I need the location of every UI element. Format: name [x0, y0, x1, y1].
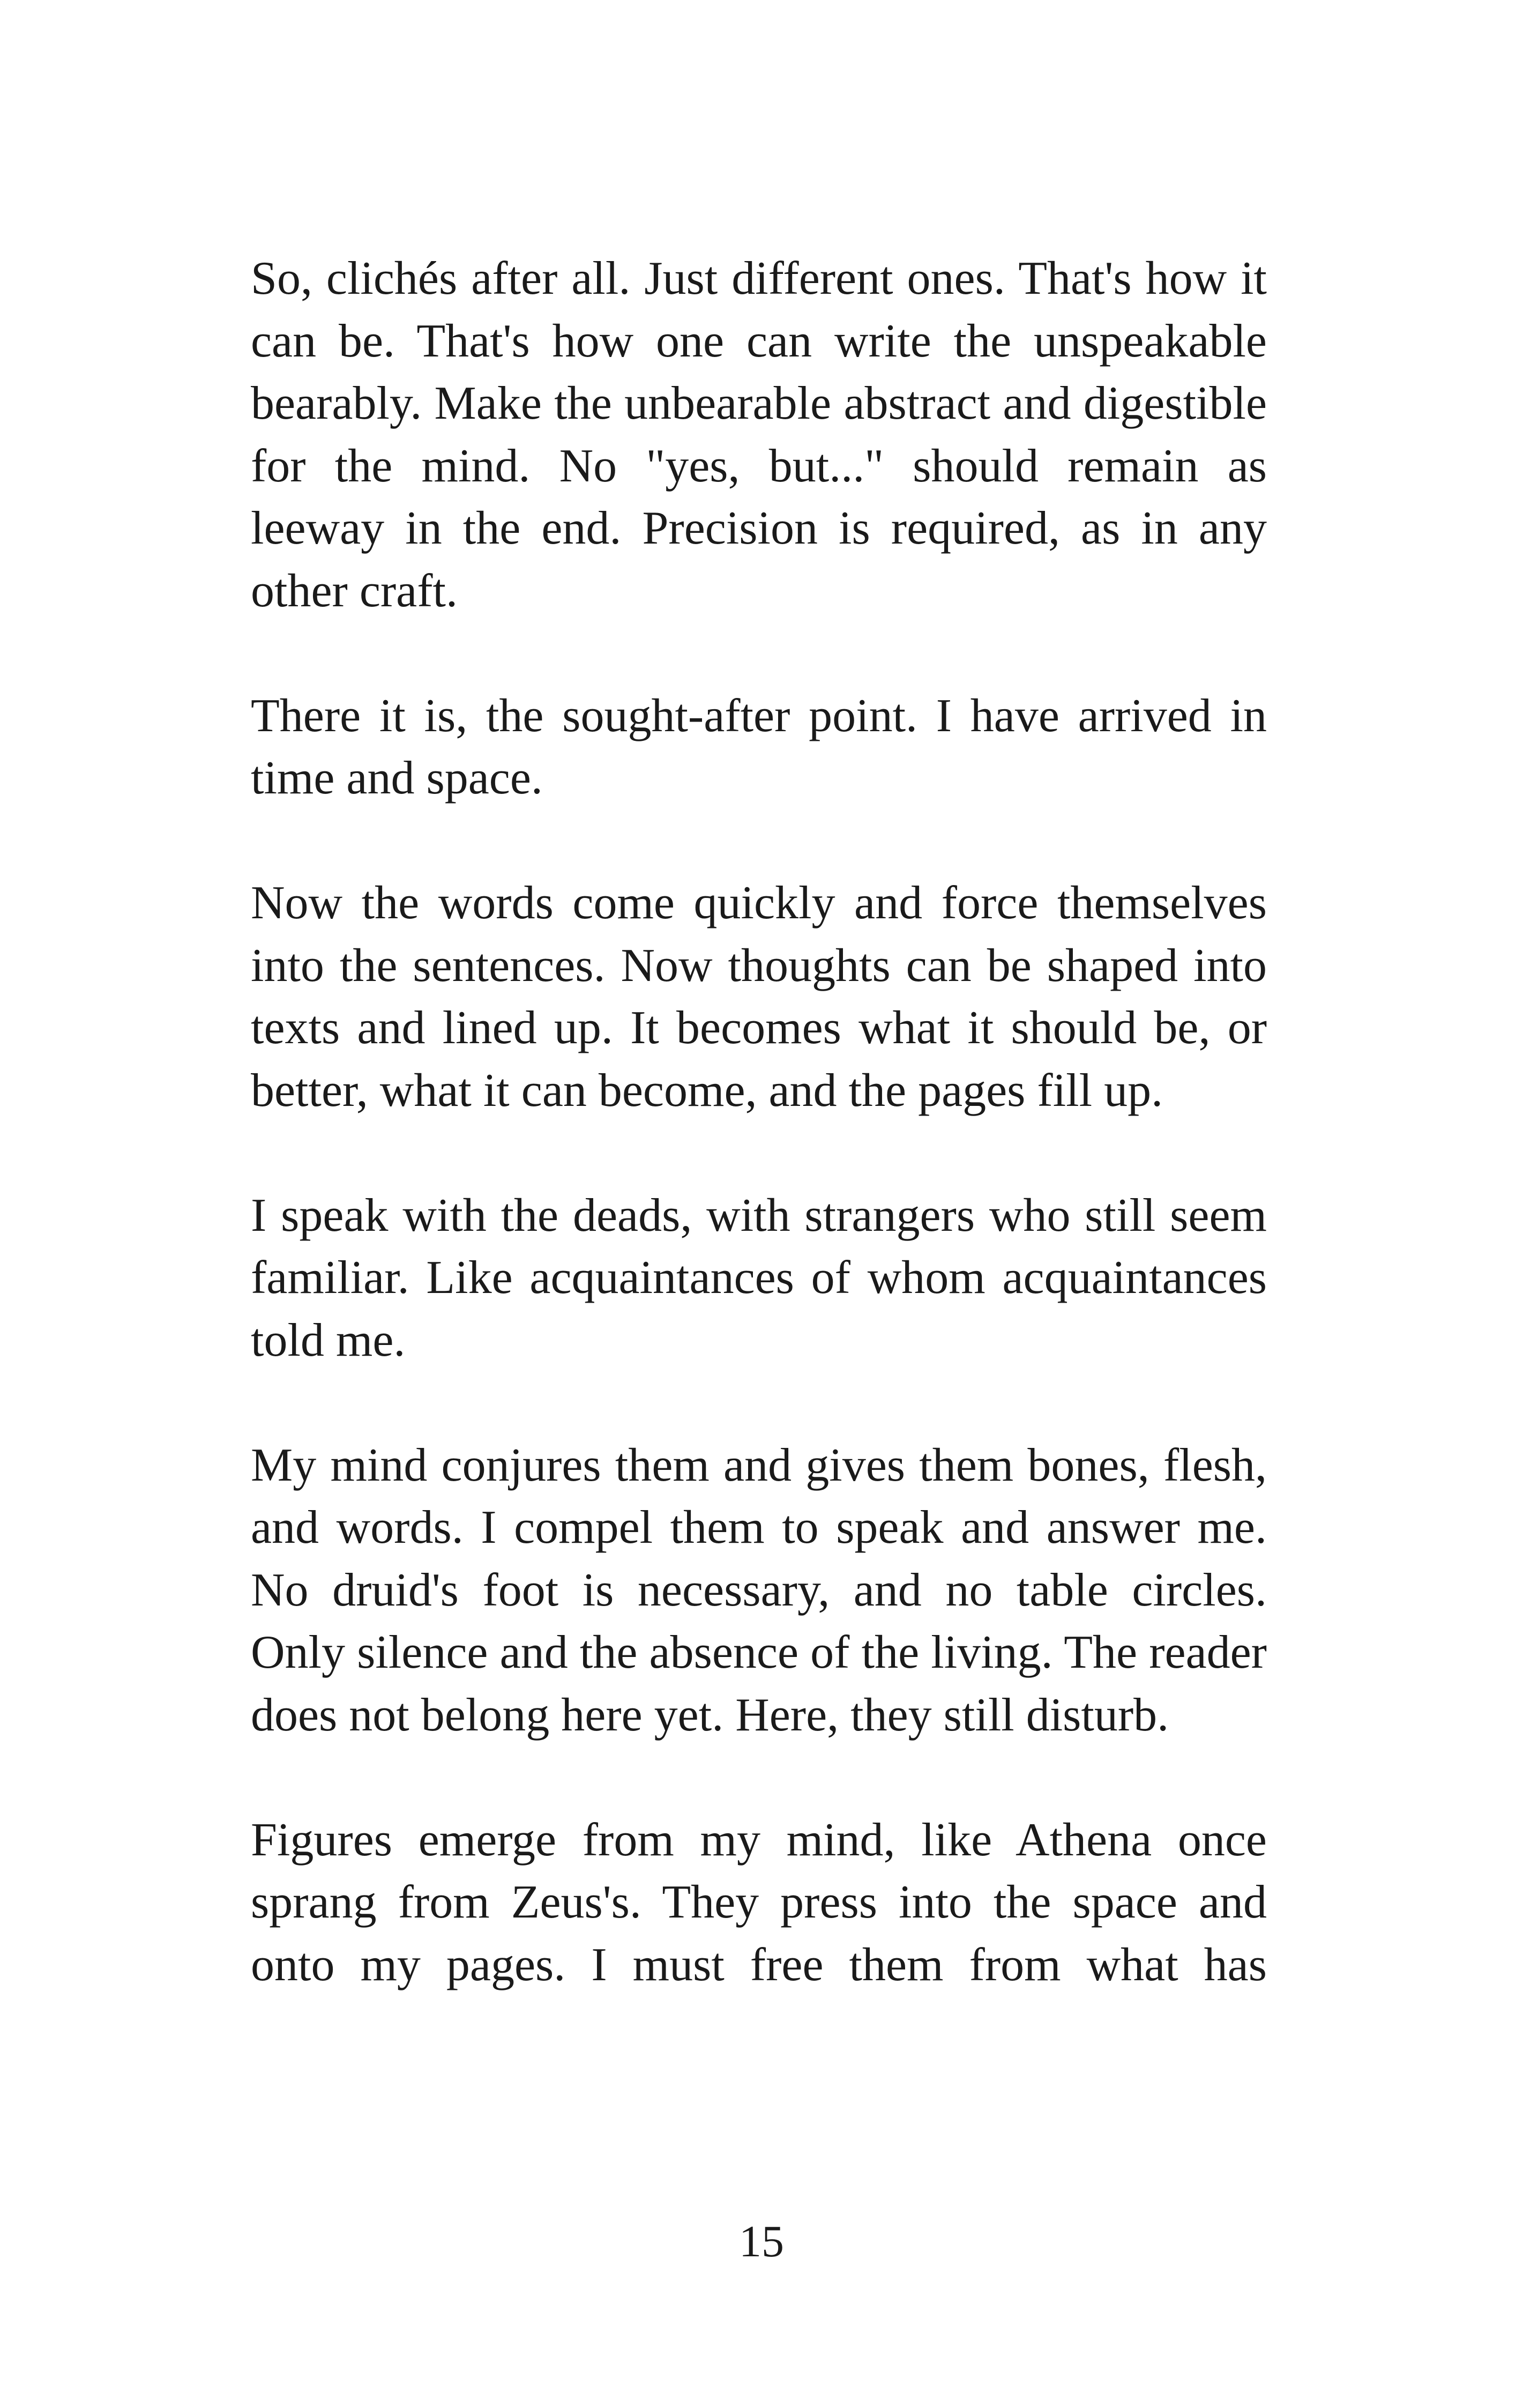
paragraph-3: Now the words come quickly and force themselves into the sentences. Now thoughts can be shaped into texts and lined up. It becomes what it should be, or better, what it can become, and the pages fill up. — [251, 877, 1267, 1117]
paragraph-1: So, clichés after all. Just different ones. That's how it can be. That's how one can write the unspeakable bearably. Make the unbearable abstract and digestible for the mind. No "yes, but..." should remain as leeway in the end. Precision is required, as in any other craft. — [251, 252, 1267, 617]
paragraph-2: There it is, the sought-after point. I have arrived in time and space. — [251, 689, 1267, 804]
paragraph-6: Figures emerge from my mind, like Athena once sprang from Zeus's. They press into the space and onto my pages. I must free them from what has — [251, 1814, 1267, 1991]
page-number: 15 — [739, 2217, 784, 2266]
paragraph-4: I speak with the deads, with strangers who still seem familiar. Like acquaintances of whom acquaintances told me. — [251, 1189, 1267, 1366]
page-body — [251, 248, 1267, 1996]
paragraph-5: My mind conjures them and gives them bones, flesh, and words. I compel them to speak and answer me. No druid's foot is necessary, and no table circles. Only silence and the absence of the living. The reader does not belong here yet. Here, they still disturb. — [251, 1439, 1267, 1741]
